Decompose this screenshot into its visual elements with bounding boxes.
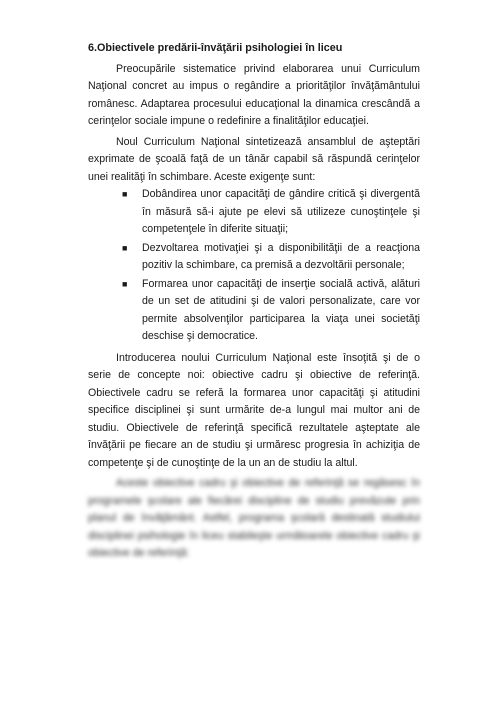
paragraph-3: Introducerea noului Curriculum Naţional este însoţită şi de o serie de concepte noi: obiective cadru şi obiective de referinţă. Obiectivele cadru se referă la formarea unor capacităţi şi atitudini specifice disciplinei şi sunt urmărite de-a lungul mai multor ani de studiu. Obiectivele de referinţă specifică rezultatele aşteptate ale învăţării pe fiecare an de studiu şi urmăresc progresia în achiziţia de competenţe şi de cunoştinţe de la un an de studiu la altul. bbox=[88, 351, 420, 469]
section-heading: 6.Obiectivele predării-învăţării psihologiei în liceu bbox=[88, 42, 343, 54]
paragraph-4: Aceste obiective cadru şi obiective de referinţă se regăsesc în programele şcolare ale fiecărei discipline de studiu prevăzute prin planul de învăţământ. Astfel, programa şcolară destinată studiului disciplinei psihologie în liceu stabileşte următoarele obiective cadru şi obiective de referinţă: bbox=[88, 477, 420, 559]
list-item: ■ Formarea unor capacităţi de inserţie socială activă, alături de un set de atitudini şi de valori personalizate, care vor permite absolvenţilor participarea la viaţa unei societăţi deschise şi democratice. bbox=[122, 277, 420, 342]
list-item: ■ Dobândirea unor capacităţi de gândire critică şi divergentă în măsură să-i ajute pe elevi să utilizeze cunoştinţele şi competenţele în diferite situaţii; bbox=[122, 188, 420, 235]
bullet-icon: ■ bbox=[122, 242, 128, 253]
requirements-list bbox=[88, 186, 420, 346]
bullet-icon: ■ bbox=[122, 189, 128, 199]
list-item: ■ Dezvoltarea motivaţiei şi a disponibilităţii de a reacţiona pozitiv la schimbare, ca premisă a dezvoltării personale; bbox=[122, 241, 420, 271]
bullet-icon: ■ bbox=[122, 278, 128, 289]
paragraph-2: Noul Curriculum Naţional sintetizează ansamblul de aşteptări exprimate de şcoală faţă de un tânăr capabil să răspundă cerinţelor unei realităţi în schimbare. Aceste exigenţe sunt: bbox=[88, 135, 420, 183]
paragraph-1: Preocupările sistematice privind elaborarea unui Curriculum Naţional concret au impus o regândire a priorităţilor învăţământului românesc. Adaptarea procesului educaţional la dinamica crescândă a cerinţelor sociale impune o redefinire a finalităţilor educaţiei. bbox=[88, 62, 420, 127]
blurred-preview bbox=[88, 475, 420, 563]
